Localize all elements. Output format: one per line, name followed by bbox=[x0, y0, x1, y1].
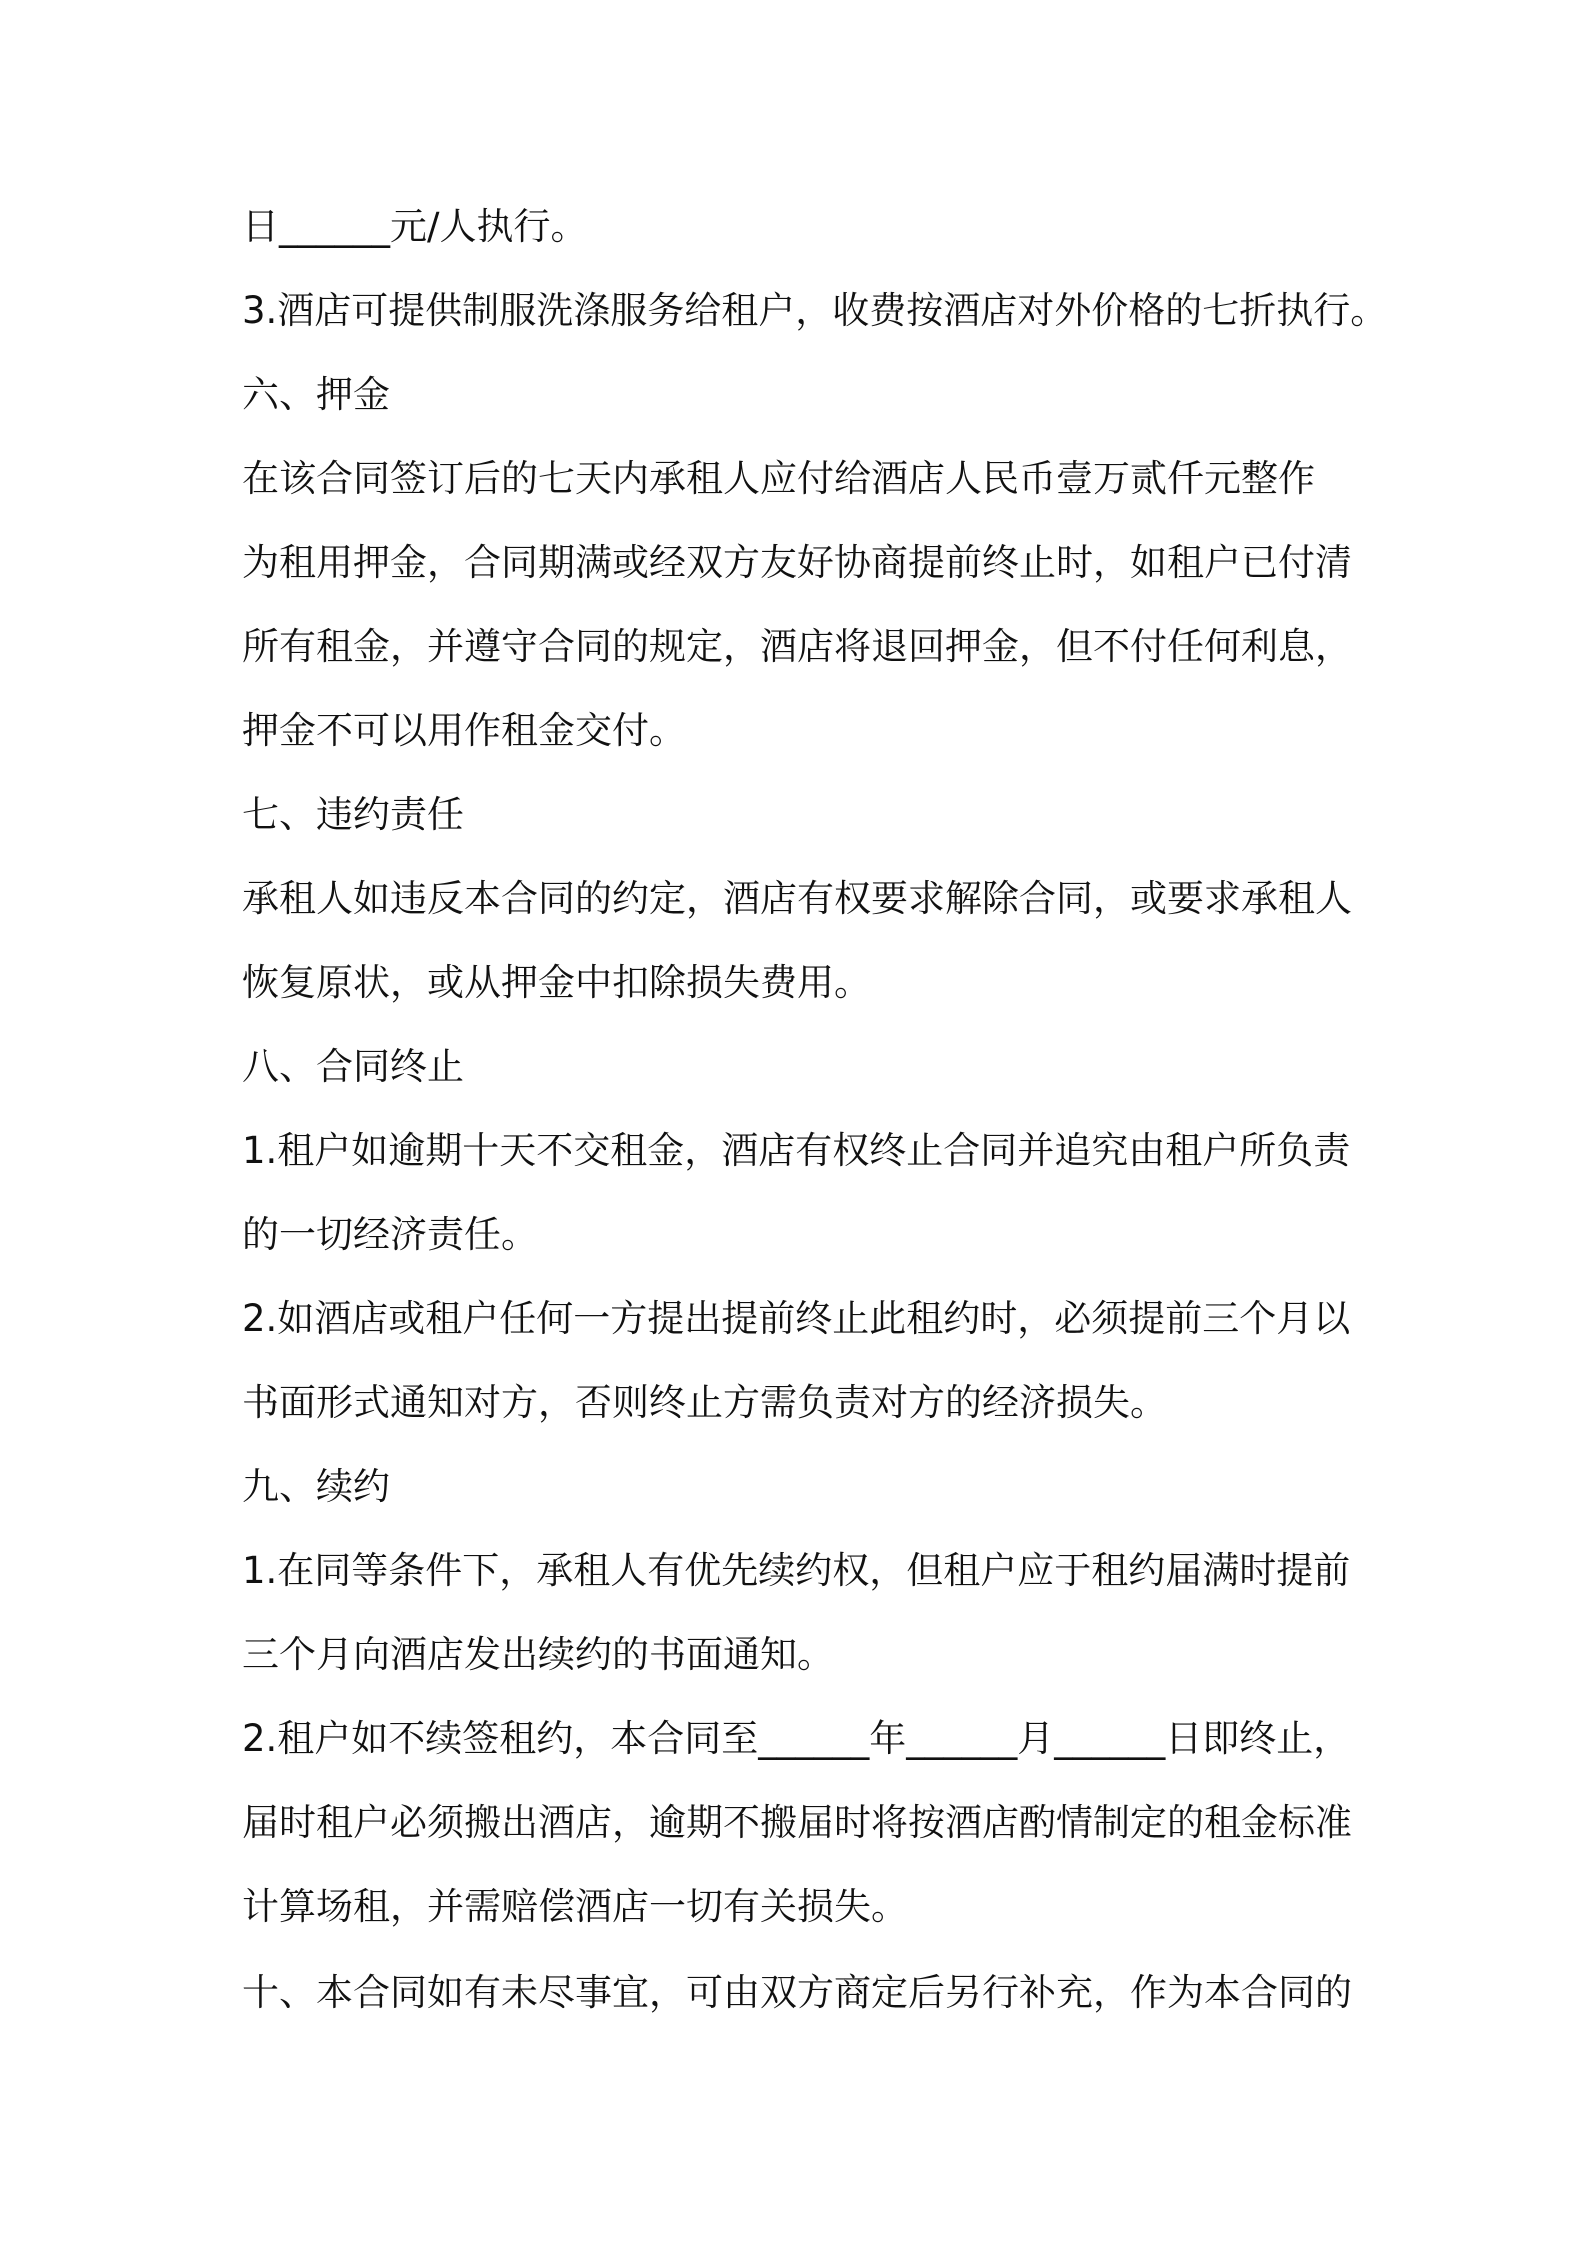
text-line: 押金不可以用作租金交付。 bbox=[242, 709, 686, 752]
text-line: 2.租户如不续签租约，本合同至______年______月______日即终止， bbox=[242, 1717, 1351, 1760]
section-heading: 九、续约 bbox=[242, 1465, 390, 1508]
section-heading: 七、违约责任 bbox=[242, 793, 464, 836]
text-line: 届时租户必须搬出酒店，逾期不搬届时将按酒店酌情制定的租金标准 bbox=[242, 1801, 1352, 1844]
text-line: 在该合同签订后的七天内承租人应付给酒店人民币壹万贰仟元整作 bbox=[242, 457, 1315, 500]
text-line: 1.在同等条件下，承租人有优先续约权，但租户应于租约届满时提前 bbox=[242, 1549, 1351, 1592]
text-line: 日______元/人执行。 bbox=[242, 205, 588, 248]
text-line: 3.酒店可提供制服洗涤服务给租户，收费按酒店对外价格的七折执行。 bbox=[242, 289, 1388, 332]
text-line: 1.租户如逾期十天不交租金，酒店有权终止合同并追究由租户所负责 bbox=[242, 1129, 1351, 1172]
section-heading: 十、本合同如有未尽事宜，可由双方商定后另行补充，作为本合同的 bbox=[242, 1971, 1352, 2014]
text-line: 三个月向酒店发出续约的书面通知。 bbox=[242, 1633, 834, 1676]
text-line: 书面形式通知对方，否则终止方需负责对方的经济损失。 bbox=[242, 1381, 1167, 1424]
text-line: 所有租金，并遵守合同的规定，酒店将退回押金，但不付任何利息， bbox=[242, 625, 1352, 668]
text-line: 的一切经济责任。 bbox=[242, 1213, 538, 1256]
text-line: 为租用押金，合同期满或经双方友好协商提前终止时，如租户已付清 bbox=[242, 541, 1352, 584]
text-line: 恢复原状，或从押金中扣除损失费用。 bbox=[242, 961, 871, 1004]
text-line: 2.如酒店或租户任何一方提出提前终止此租约时，必须提前三个月以 bbox=[242, 1297, 1351, 1340]
text-line: 承租人如违反本合同的约定，酒店有权要求解除合同，或要求承租人 bbox=[242, 877, 1352, 920]
text-line: 计算场租，并需赔偿酒店一切有关损失。 bbox=[242, 1885, 908, 1928]
section-heading: 八、合同终止 bbox=[242, 1045, 464, 1088]
section-heading: 六、押金 bbox=[242, 373, 390, 416]
